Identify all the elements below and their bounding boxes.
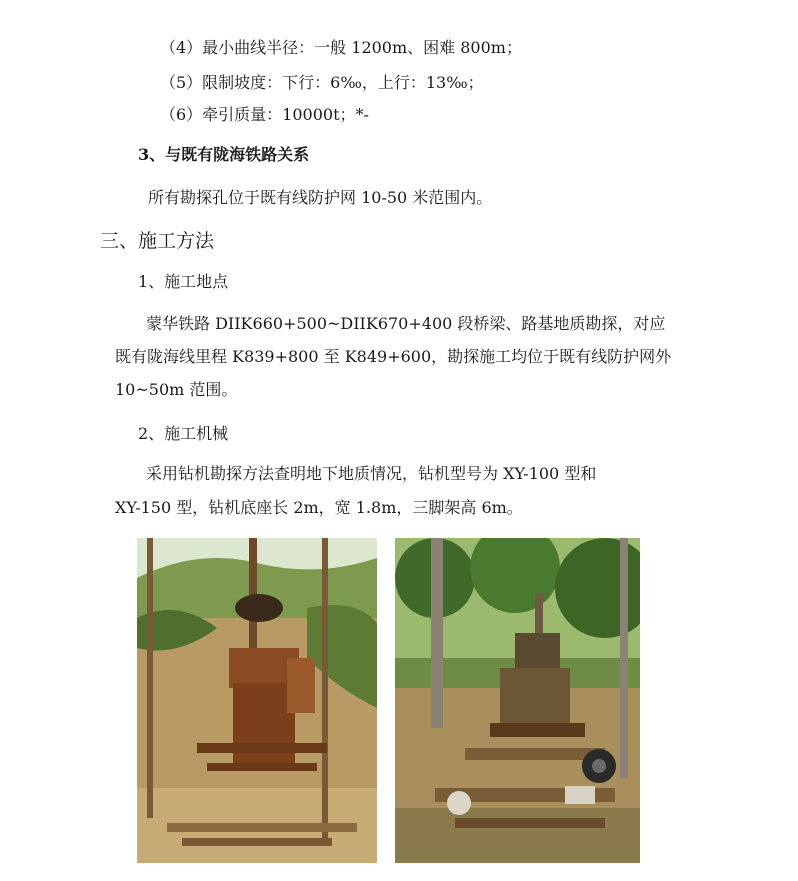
part-3-heading: 三、施工方法 — [100, 230, 215, 252]
spec-item-5: （5）限制坡度：下行：6‰，上行：13‰； — [160, 73, 484, 92]
spec-item-6: （6）牵引质量：10000t；*- — [160, 105, 369, 124]
spec-item-4: （4）最小曲线半径：一般 1200m、困难 800m； — [160, 38, 522, 57]
subsection-1-heading: 1、施工地点 — [138, 272, 229, 291]
drilling-rig-photo-2 — [395, 538, 640, 863]
section-3-body: 所有勘探孔位于既有线防护网 10-50 米范围内。 — [148, 188, 493, 207]
subsection-1-line-1: 蒙华铁路 DIIK660+500~DIIK670+400 段桥梁、路基地质勘探，对应 — [146, 314, 666, 333]
subsection-2-line-2: XY-150 型，钻机底座长 2m，宽 1.8m，三脚架高 6m。 — [115, 498, 523, 517]
subsection-1-line-3: 10~50m 范围。 — [115, 380, 238, 399]
subsection-1-line-2: 既有陇海线里程 K839+800 至 K849+600，勘探施工均位于既有线防护网外 — [115, 347, 672, 366]
section-3-heading: 3、与既有陇海铁路关系 — [138, 145, 310, 164]
subsection-2-line-1: 采用钻机勘探方法查明地下地质情况，钻机型号为 XY-100 型和 — [146, 464, 597, 483]
subsection-2-heading: 2、施工机械 — [138, 424, 229, 443]
drilling-rig-photo-1 — [137, 538, 377, 863]
